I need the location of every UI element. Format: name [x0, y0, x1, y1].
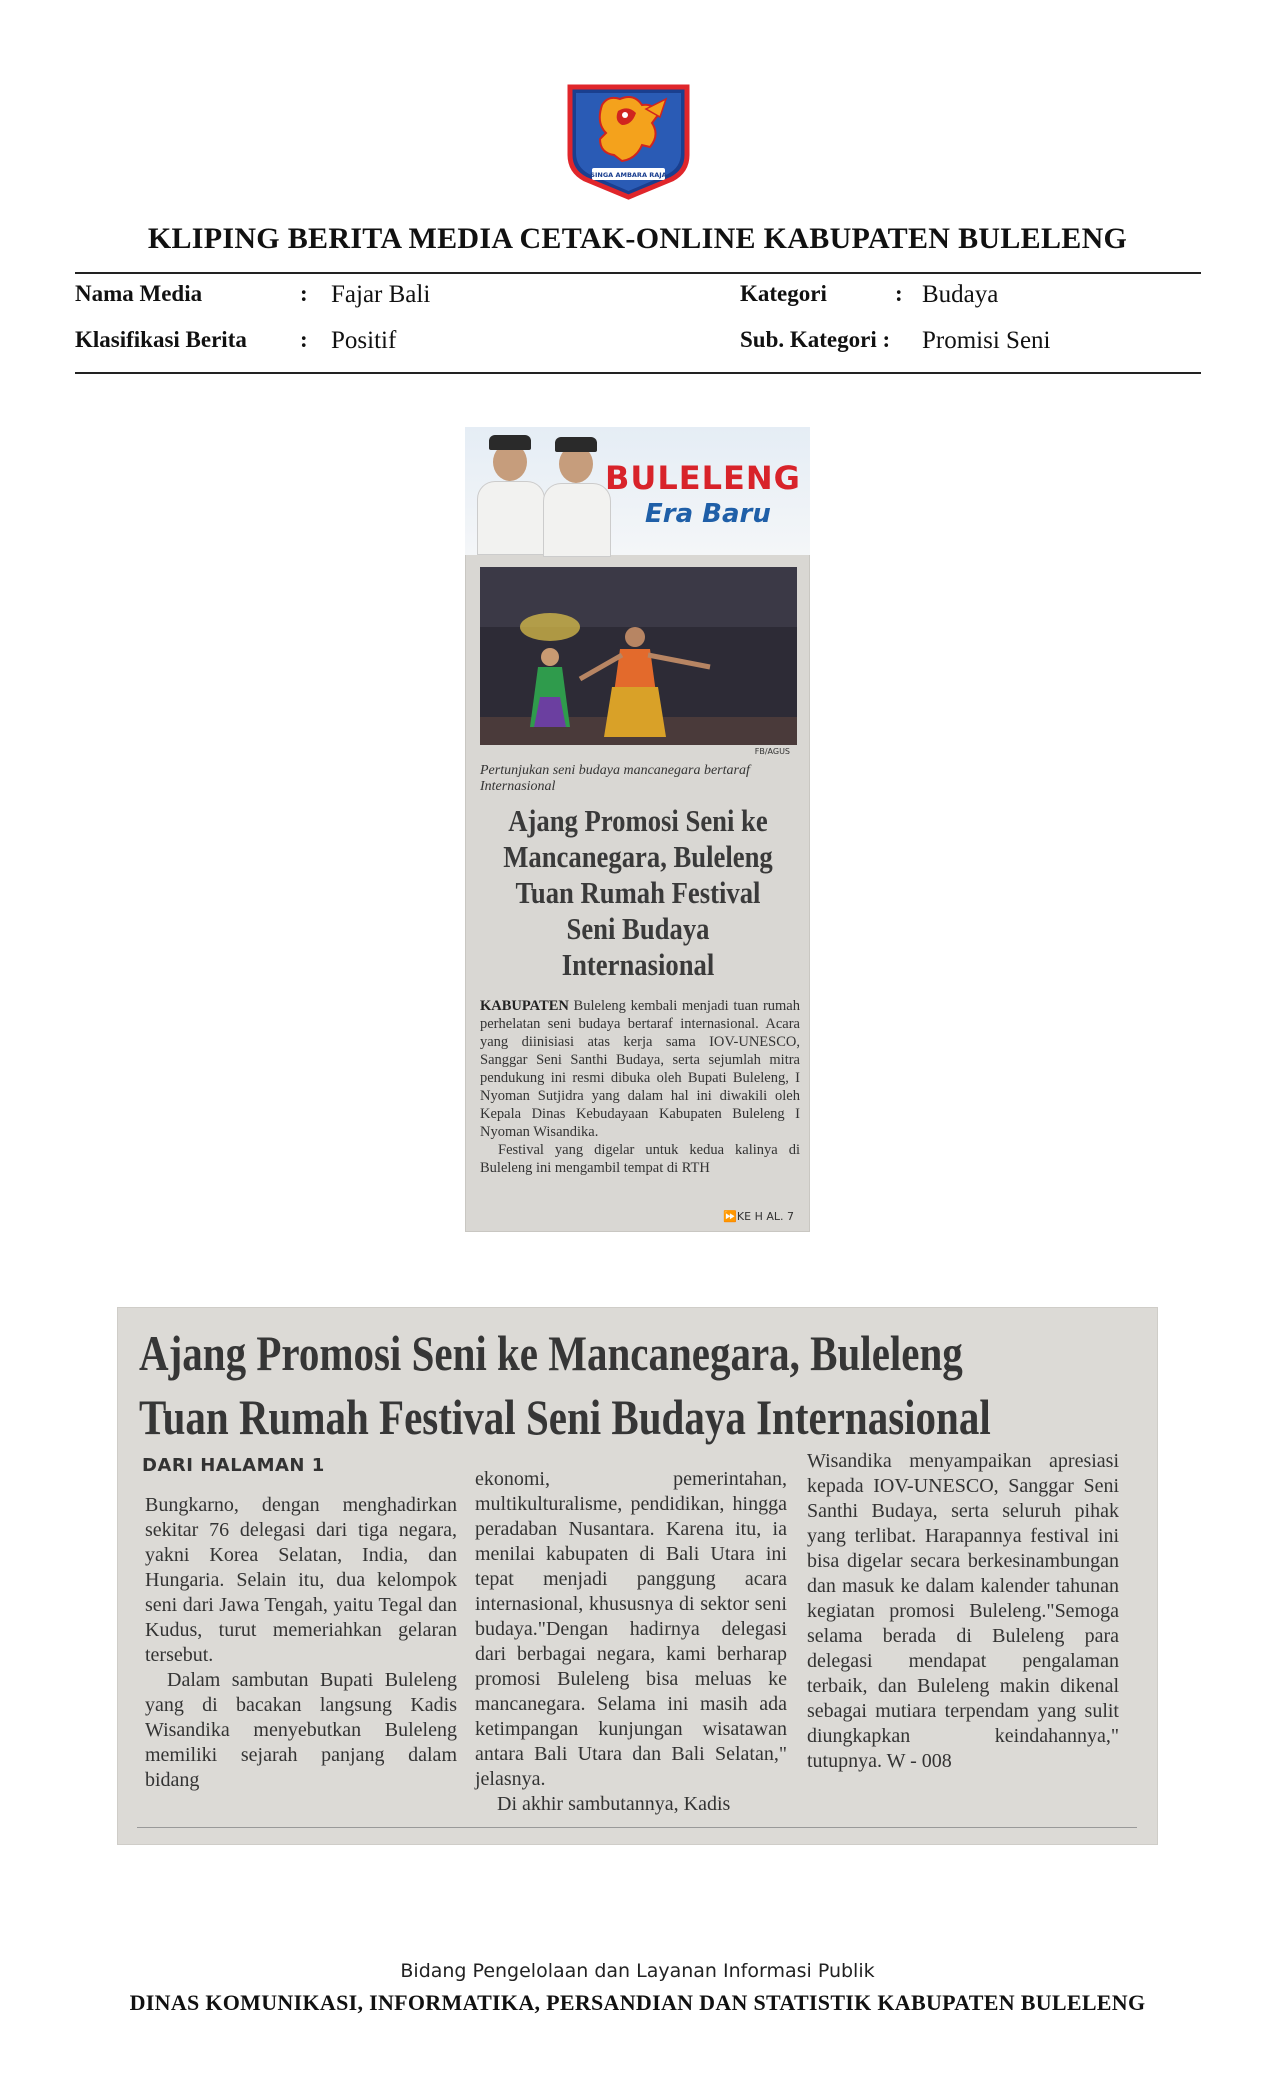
- double-arrow-icon: ⏩: [723, 1210, 737, 1223]
- article-paragraph: Di akhir sambutannya, Kadis: [497, 1793, 731, 1815]
- kategori-label: Kategori: [740, 281, 827, 306]
- article-paragraph: Bungkarno, dengan menghadirkan sekitar 76 delegasi dari tiga negara, yakni Korea Selatan, India, dan Hungaria. Selain itu, dua kelompok seni dari Jawa Tengah, yaitu Tegal dan Kudus, turut memeriahkan gelaran tersebut.: [145, 1494, 457, 1666]
- photo-caption: Pertunjukan seni budaya mancanegara bertaraf Internasional: [480, 763, 750, 794]
- article-headline: Ajang Promosi Seni ke Mancanegara, Buleleng Tuan Rumah Festival Seni Budaya Internasional: [503, 803, 773, 982]
- article-paragraph: ekonomi, pemerintahan, multikulturalisme, pendidikan, hingga peradaban Nusantara. Karena itu, ia menilai kabupaten di Bali Utara ini tepat menjadi panggung acara internasional, khususnya di sektor seni budaya."Dengan hadirnya delegasi dari berbagai negara, kami berharap promosi Buleleng bisa meluas ke mancanegara. Selama ini masih ada ketimpangan kunjungan wisatawan antara Bali Utara dan Bali Selatan," jelasnya.: [475, 1468, 787, 1790]
- header-bottom-rule: [75, 372, 1201, 374]
- klasifikasi-colon: :: [300, 327, 308, 352]
- headline-line: Ajang Promosi Seni ke Mancanegara, Buleleng: [139, 1325, 963, 1381]
- from-page-label: DARI HALAMAN 1: [142, 1455, 325, 1476]
- vice-regent-photo: [543, 437, 611, 557]
- article-paragraph: [480, 997, 800, 1141]
- paragraph-text: Buleleng kembali menjadi tuan rumah perhelatan seni budaya bertaraf internasional. Acara yang diinisiasi atas kerja sama IOV-UNESCO, Sanggar Seni Santhi Budaya, serta sejumlah mitra pendukung ini resmi dibuka oleh Bupati Buleleng, I Nyoman Sutjidra yang dalam hal ini diwakili oleh Kepala Dinas Kebudayaan Kabupaten Buleleng I Nyoman Wisandika.: [480, 998, 800, 1140]
- article-column-1: [145, 1493, 457, 1793]
- continued-label: KE H AL. 7: [736, 1210, 794, 1223]
- banner-title: BULELENG: [605, 459, 801, 497]
- news-clipping-front-page: [465, 427, 810, 1232]
- klasifikasi-label: Klasifikasi Berita: [75, 327, 247, 352]
- dance-performance-photo: [480, 567, 797, 745]
- news-clipping-continuation: [117, 1307, 1158, 1845]
- regent-photo: [477, 435, 545, 555]
- kabupaten-buleleng-crest-icon: [562, 75, 695, 200]
- banner-subtitle: Era Baru: [645, 499, 771, 529]
- klasifikasi-value: Positif: [331, 327, 397, 354]
- kategori-colon: :: [895, 281, 903, 306]
- header-top-rule: [75, 272, 1201, 274]
- subkategori-label: Sub. Kategori :: [740, 327, 891, 352]
- media-colon: :: [300, 281, 308, 306]
- article-paragraph: Wisandika menyampaikan apresiasi kepada IOV-UNESCO, Sanggar Seni Santhi Budaya, serta seluruh pihak yang terlibat. Harapannya festival ini bisa digelar secara berkesinambungan dan masuk ke dalam kalender tahunan kegiatan promosi Buleleng."Semoga selama berada di Buleleng para delegasi mendapat pengalaman terbaik, dan Buleleng makin dikenal sebagai mutiara terpendam yang sulit diungkapkan keindahannya," tutupnya. W - 008: [807, 1450, 1119, 1772]
- article-bottom-rule: [137, 1827, 1137, 1828]
- continued-on-page: [723, 1210, 794, 1223]
- dateline: KABUPATEN: [480, 998, 569, 1014]
- article-column-2: [475, 1467, 787, 1817]
- article-body: [480, 997, 800, 1177]
- photo-credit: FB/AGUS: [754, 747, 790, 756]
- continuation-headline: [139, 1321, 991, 1449]
- page-title: KLIPING BERITA MEDIA CETAK-ONLINE KABUPATEN BULELENG: [147, 222, 1128, 255]
- logo-motto: SINGA AMBARA RAJA: [590, 171, 667, 179]
- footer-agency: DINAS KOMUNIKASI, INFORMATIKA, PERSANDIAN DAN STATISTIK KABUPATEN BULELENG: [129, 1990, 1146, 2015]
- article-column-3: [807, 1449, 1119, 1774]
- buleleng-era-baru-banner: [465, 427, 810, 555]
- article-paragraph: Festival yang digelar untuk kedua kalinya di Buleleng ini mengambil tempat di RTH: [480, 1142, 800, 1176]
- media-label: Nama Media: [75, 281, 203, 306]
- kategori-value: Budaya: [922, 281, 999, 308]
- media-value: Fajar Bali: [331, 281, 431, 308]
- subkategori-value: Promisi Seni: [922, 327, 1051, 354]
- footer-division: Bidang Pengelolaan dan Layanan Informasi Publik: [400, 1960, 875, 1982]
- headline-line: Tuan Rumah Festival Seni Budaya Internasional: [139, 1389, 991, 1445]
- article-paragraph: Dalam sambutan Bupati Buleleng yang di bacakan langsung Kadis Wisandika menyebutkan Buleleng memiliki sejarah panjang dalam bidang: [145, 1669, 457, 1791]
